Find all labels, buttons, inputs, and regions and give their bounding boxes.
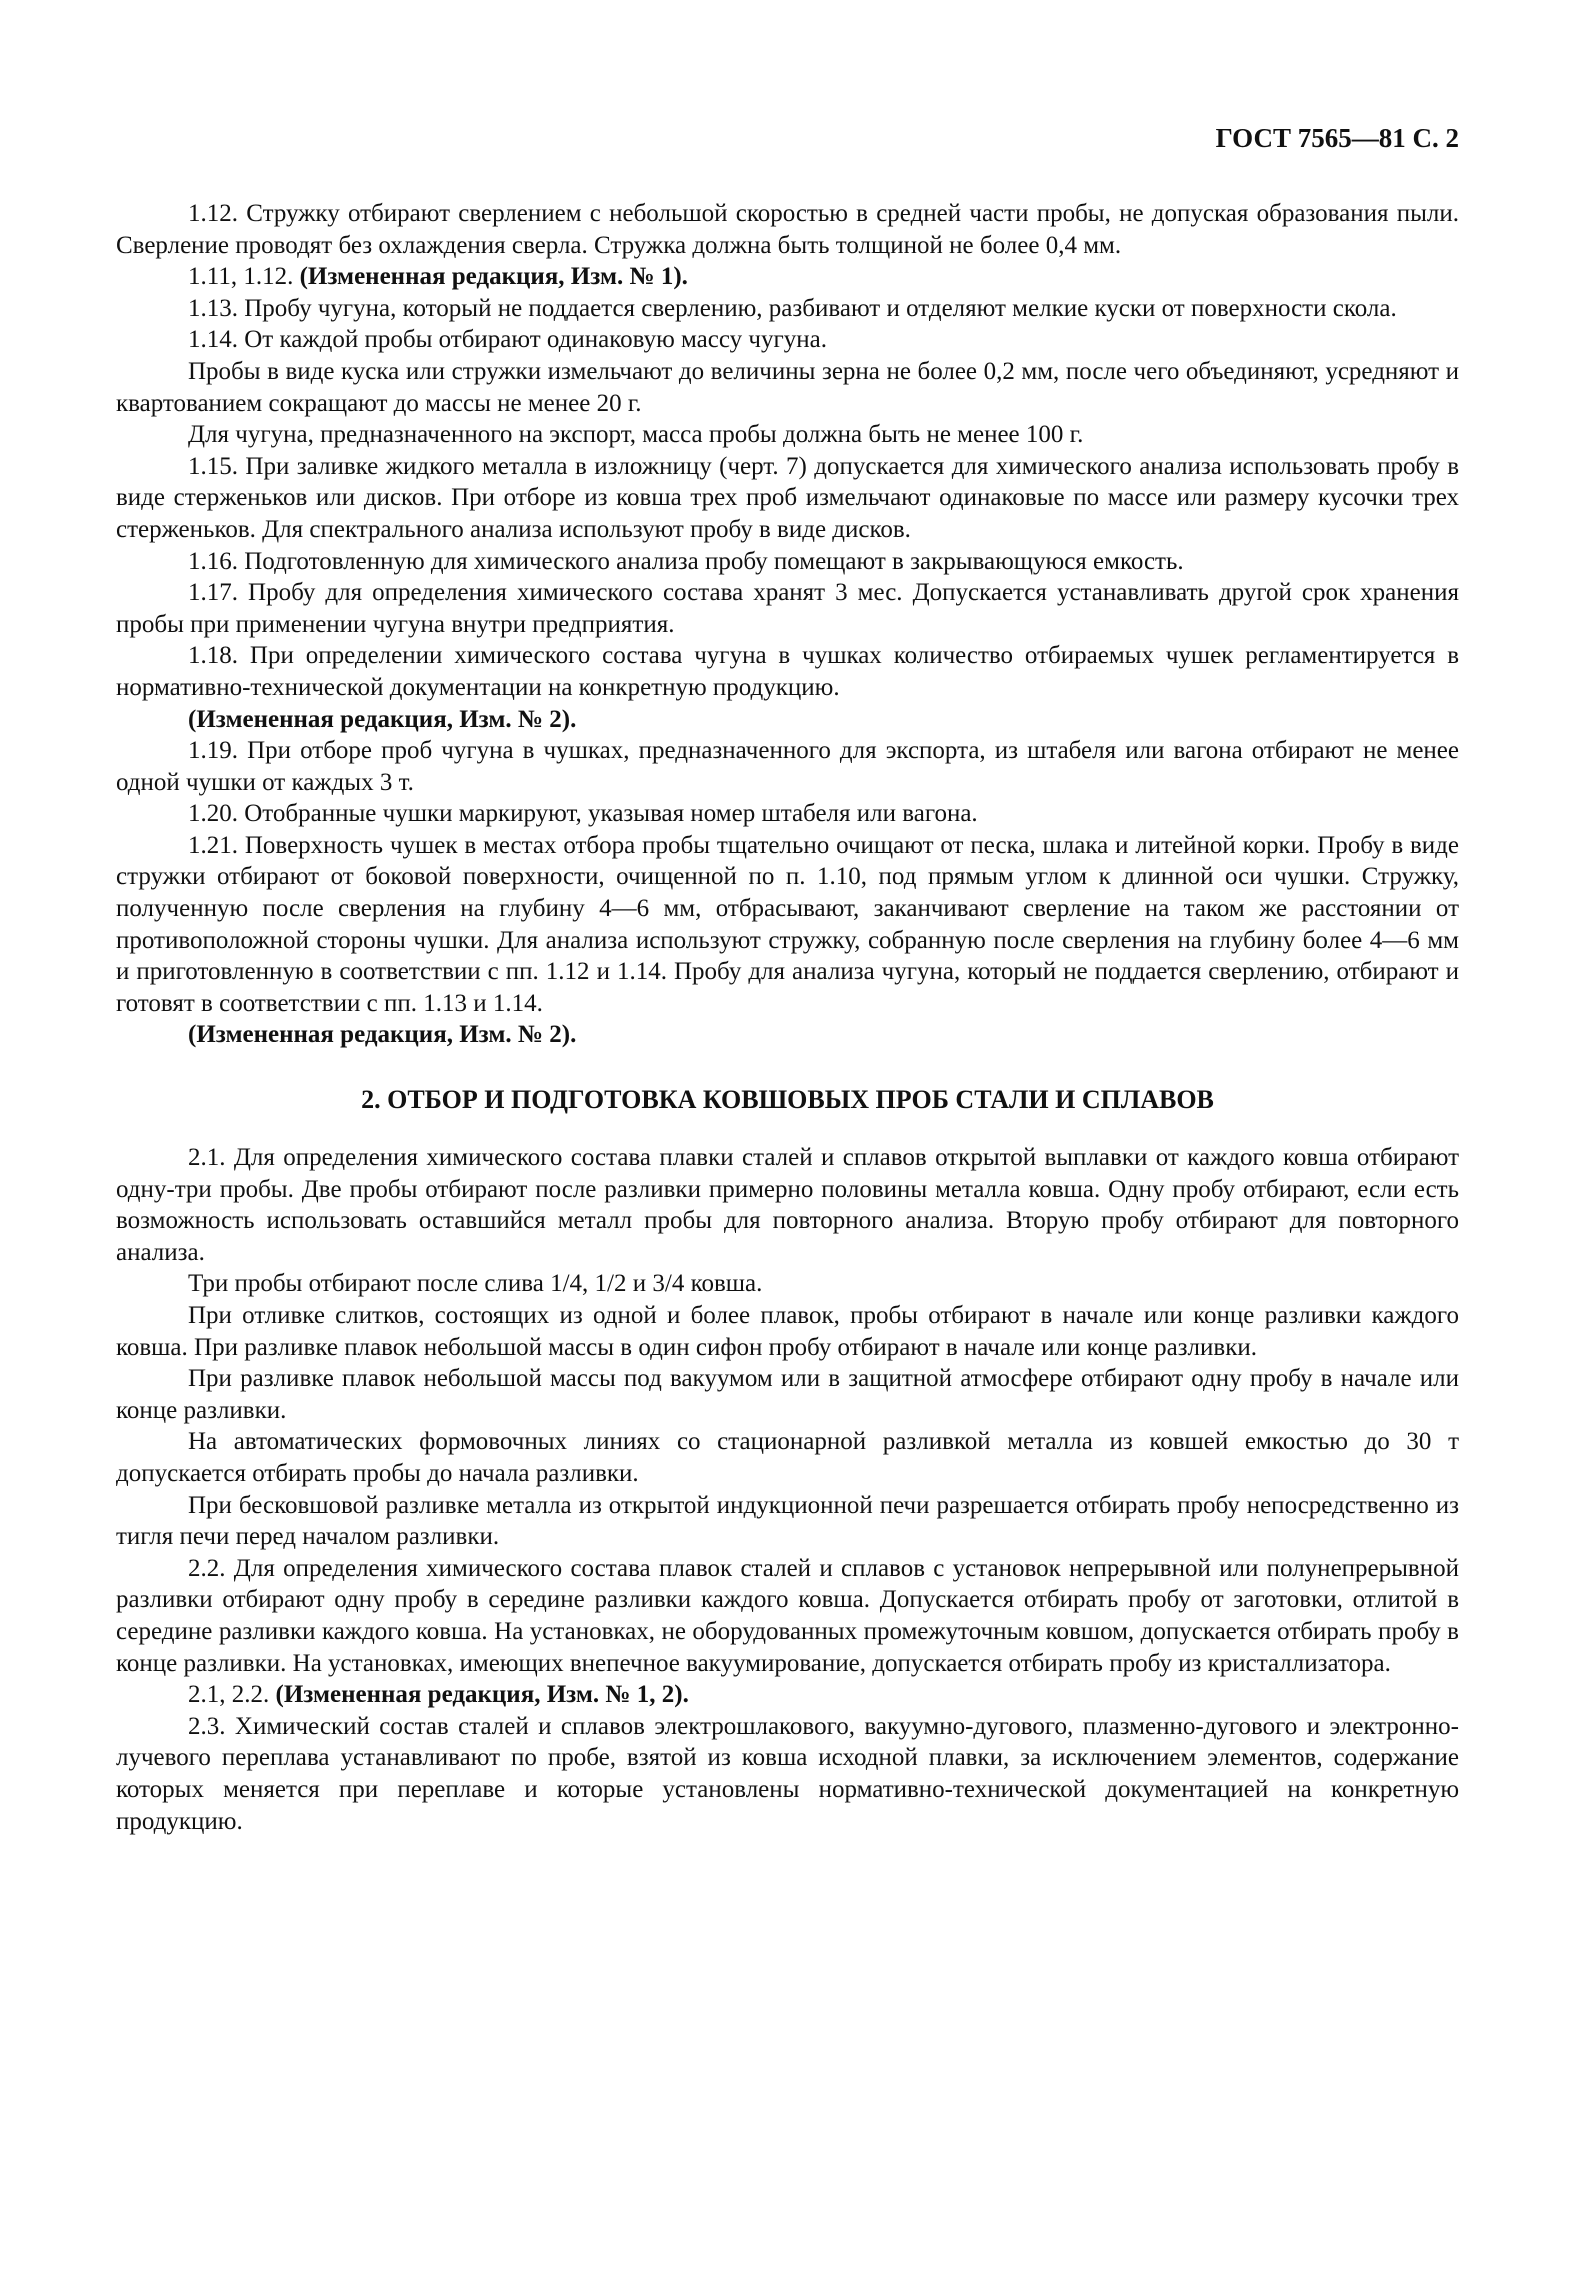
clause-1-15: 1.15. При заливке жидкого металла в изложницу (черт. 7) допускается для химического анализа использовать пробу в виде стерженьков или дисков. При отборе из ковша трех проб измельчают одинаковые по массе или размеру кусочки трех стерженьков. Для спектрального анализа используют пробу в виде дисков. (116, 452, 1459, 543)
clause-2-1-paragraph-5: На автоматических формовочных линиях со стационарной разливкой металла из ковшей емкостью до 30 т допускается отбирать пробы до начала разливки. (116, 1428, 1459, 1487)
clause-1-17: 1.17. Пробу для определения химического состава хранят 3 мес. Допускается устанавливать другой срок хранения пробы при применении чугуна внутри предприятия. (116, 579, 1459, 638)
clause-1-21: 1.21. Поверхность чушек в местах отбора пробы тщательно очищают от песка, шлака и литейной корки. Пробу в виде стружки отбирают от боковой поверхности, очищенной по п. 1.10, под прямым углом к длинной оси чушки. Стружку, полученную после сверления на глубину 4—6 мм, отбрасывают, заканчивают сверление на таком же расстоянии от противоположной стороны чушки. Для анализа используют стружку, собранную после сверления на глубину более 4—6 мм и приготовленную в соответствии с пп. 1.12 и 1.14. Пробу для анализа чугуна, который не поддается сверлению, отбирают и готовят в соответствии с пп. 1.13 и 1.14. (116, 831, 1459, 1017)
amendment-note-1-18: (Измененная редакция, Изм. № 2). (188, 705, 577, 733)
amendment-note-1-11-1-12 (116, 261, 1459, 293)
clause-1-14: 1.14. От каждой пробы отбирают одинаковую массу чугуна. (188, 326, 827, 354)
amendment-note-1-21: (Измененная редакция, Изм. № 2). (188, 1021, 577, 1049)
clause-1-14-paragraph-2: Пробы в виде куска или стружки измельчают до величины зерна не более 0,2 мм, после чего объединяют, усредняют и квартованием сокращают до массы не менее 20 г. (116, 357, 1459, 417)
clause-1-18: 1.18. При определении химического состава чугуна в чушках количество отбираемых чушек регламентируется в нормативно-технической документации на конкретную продукцию. (116, 642, 1459, 701)
clause-1-14-paragraph-3: Для чугуна, предназначенного на экспорт, масса пробы должна быть не менее 100 г. (188, 421, 1084, 449)
section-1-continued (116, 198, 1459, 1051)
clause-1-16: 1.16. Подготовленную для химического анализа пробу помещают в закрывающуюся емкость. (188, 547, 1184, 575)
clause-1-12: 1.12. Стружку отбирают сверлением с небольшой скоростью в средней части пробы, не допуская образования пыли. Сверление проводят без охлаждения сверла. Стружка должна быть толщиной не более 0,4 мм. (116, 200, 1459, 259)
amendment-note-2-1-2-2 (116, 1679, 1459, 1711)
clause-2-3: 2.3. Химический состав сталей и сплавов электрошлакового, вакуумно-дугового, плазменно-дугового и электронно-лучевого переплава устанавливают по пробе, взятой из ковша исходной плавки, за исключением элементов, содержание которых меняется при переплаве и которые установлены нормативно-технической документацией на конкретную продукцию. (116, 1712, 1459, 1835)
clause-2-2: 2.2. Для определения химического состава плавок сталей и сплавов с установок непрерывной или полунепрерывной разливки отбирают одну пробу в середине разливки каждого ковша. Допускается отбирать пробу от заготовки, отлитой в середине разливки каждого ковша. На установках, не оборудованных промежуточным ковшом, допускается отбирать пробу в конце разливки. На установках, имеющих внепечное вакуумирование, допускается отбирать пробу из кристаллизатора. (116, 1554, 1459, 1677)
amendment-text: (Измененная редакция, Изм. № 1, 2). (275, 1681, 689, 1709)
clause-2-1: 2.1. Для определения химического состава плавки сталей и сплавов открытой выплавки от каждого ковша отбирают одну-три пробы. Две пробы отбирают после разливки примерно половины металла ковша. Одну пробу отбирают, если есть возможность использовать оставшийся металл пробы для повторного анализа. Вторую пробу отбирают для повторного анализа. (116, 1144, 1459, 1266)
clause-2-1-paragraph-6: При бесковшовой разливке металла из открытой индукционной печи разрешается отбирать пробу непосредственно из тигля печи перед началом разливки. (116, 1491, 1459, 1551)
clause-2-1-paragraph-3: При отливке слитков, состоящих из одной и более плавок, пробы отбирают в начале или конце разливки каждого ковша. При разливке плавок небольшой массы в один сифон пробу отбирают в начале или конце разливки. (116, 1302, 1459, 1361)
amendment-text: (Измененная редакция, Изм. № 1). (299, 263, 688, 291)
amendment-ref: 1.11, 1.12. (188, 263, 300, 291)
clause-1-19: 1.19. При отборе проб чугуна в чушках, предназначенного для экспорта, из штабеля или вагона отбирают не менее одной чушки от каждых 3 т. (116, 737, 1459, 796)
clause-2-1-paragraph-4: При разливке плавок небольшой массы под вакуумом или в защитной атмосфере отбирают одну пробу в начале или конце разливки. (116, 1365, 1459, 1424)
amendment-ref: 2.1, 2.2. (188, 1681, 276, 1709)
page-header: ГОСТ 7565—81 С. 2 (1215, 123, 1459, 153)
section-2 (116, 1142, 1459, 1837)
clause-1-20: 1.20. Отобранные чушки маркируют, указывая номер штабеля или вагона. (188, 800, 978, 828)
clause-2-1-paragraph-2: Три пробы отбирают после слива 1/4, 1/2 и 3/4 ковша. (188, 1270, 763, 1298)
section-2-title: 2. ОТБОР И ПОДГОТОВКА КОВШОВЫХ ПРОБ СТАЛИ И СПЛАВОВ (361, 1085, 1214, 1115)
clause-1-13: 1.13. Пробу чугуна, который не поддается сверлению, разбивают и отделяют мелкие куски от поверхности скола. (188, 294, 1397, 322)
